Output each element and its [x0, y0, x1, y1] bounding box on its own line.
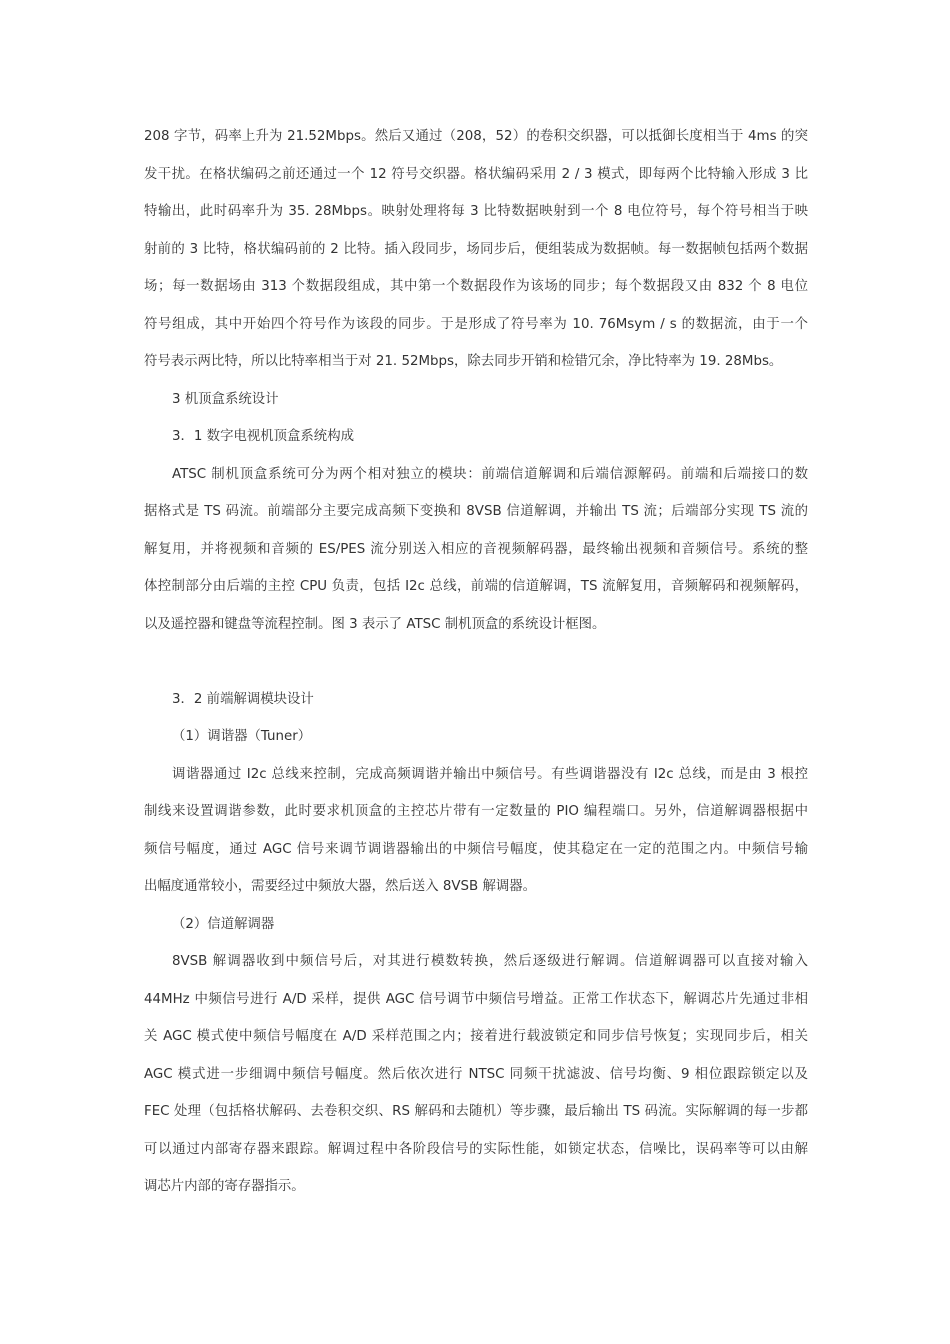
subheading-demodulator: （2）信道解调器 — [172, 916, 275, 932]
text-line: 符号组成，其中开始四个符号作为该段的同步。于是形成了符号率为 10. 76Msym / s 的数据流，由于一个 — [144, 316, 808, 332]
text-line: 符号表示两比特，所以比特率相当于对 21. 52Mbps，除去同步开销和检错冗余，净比特率为 19. 28Mbs。 — [144, 354, 783, 369]
text-line: 场；每一数据场由 313 个数据段组成，其中第一个数据段作为该场的同步；每个数据段又由 832 个 8 电位 — [144, 279, 808, 294]
text-line: 体控制部分由后端的主控 CPU 负责，包括 I2c 总线，前端的信道解调，TS 流解复用，音频解码和视频解码， — [144, 579, 808, 594]
paragraph-bitstream — [144, 118, 808, 381]
text-line: 据格式是 TS 码流。前端部分主要完成高频下变换和 8VSB 信道解调，并输出 TS 流；后端部分实现 TS 流的 — [144, 504, 808, 519]
text-line: 频信号幅度，通过 AGC 信号来调节调谐器输出的中频信号幅度，使其稳定在一定的范围之内。中频信号输 — [144, 841, 808, 857]
section-heading-3-2: 3．2 前端解调模块设计 — [172, 691, 314, 707]
paragraph-stb-structure — [144, 456, 808, 644]
text-line: 8VSB 解调器收到中频信号后，对其进行模数转换，然后逐级进行解调。信道解调器可以直接对输入 — [172, 954, 808, 969]
subheading-tuner: （1）调谐器（Tuner） — [172, 729, 312, 744]
section-heading-3-1: 3．1 数字电视机顶盒系统构成 — [172, 429, 354, 444]
text-line: 特输出，此时码率升为 35. 28Mbps。映射处理将每 3 比特数据映射到一个 8 电位符号，每个符号相当于映 — [144, 204, 808, 219]
text-line: 出幅度通常较小，需要经过中频放大器，然后送入 8VSB 解调器。 — [144, 879, 537, 894]
text-line: 制线来设置调谐参数，此时要求机顶盒的主控芯片带有一定数量的 PIO 编程端口。另外，信道解调器根据中 — [144, 804, 808, 819]
text-line: 44MHz 中频信号进行 A/D 采样，提供 AGC 信号调节中频信号增益。正常工作状态下，解调芯片先通过非相 — [144, 991, 808, 1007]
document-body — [144, 118, 808, 1206]
text-line: 调谐器通过 I2c 总线来控制，完成高频调谐并输出中频信号。有些调谐器没有 I2c 总线，而是由 3 根控 — [172, 766, 808, 782]
blank-space — [144, 643, 808, 681]
paragraph-tuner — [144, 756, 808, 906]
text-line: 关 AGC 模式使中频信号幅度在 A/D 采样范围之内；接着进行载波锁定和同步信号恢复；实现同步后，相关 — [144, 1029, 808, 1044]
text-line: AGC 模式进一步细调中频信号幅度。然后依次进行 NTSC 同频干扰滤波、信号均衡、9 相位跟踪锁定以及 — [144, 1066, 808, 1082]
text-line: 208 字节，码率上升为 21.52Mbps。然后又通过（208，52）的卷积交织器，可以抵御长度相当于 4ms 的突 — [144, 129, 808, 144]
text-line: 射前的 3 比特，格状编码前的 2 比特。插入段同步，场同步后，便组装成为数据帧。每一数据帧包括两个数据 — [144, 241, 808, 257]
text-line: 发干扰。在格状编码之前还通过一个 12 符号交织器。格状编码采用 2 / 3 模式，即每两个比特输入形成 3 比 — [144, 166, 808, 182]
text-line: ATSC 制机顶盒系统可分为两个相对独立的模块：前端信道解调和后端信源解码。前端和后端接口的数 — [172, 466, 808, 482]
paragraph-demodulator — [144, 943, 808, 1206]
text-line: 以及遥控器和键盘等流程控制。图 3 表示了 ATSC 制机顶盒的系统设计框图。 — [144, 616, 606, 632]
text-line: 解复用，并将视频和音频的 ES/PES 流分别送入相应的音视频解码器，最终输出视频和音频信号。系统的整 — [144, 541, 808, 557]
text-line: 调芯片内部的寄存器指示。 — [144, 1179, 305, 1194]
section-heading-3: 3 机顶盒系统设计 — [172, 391, 279, 407]
text-line: 可以通过内部寄存器来跟踪。解调过程中各阶段信号的实际性能，如锁定状态，信噪比，误码率等可以由解 — [144, 1141, 808, 1157]
text-line: FEC 处理（包括格状解码、去卷积交织、RS 解码和去随机）等步骤，最后输出 TS 码流。实际解调的每一步都 — [144, 1104, 808, 1119]
